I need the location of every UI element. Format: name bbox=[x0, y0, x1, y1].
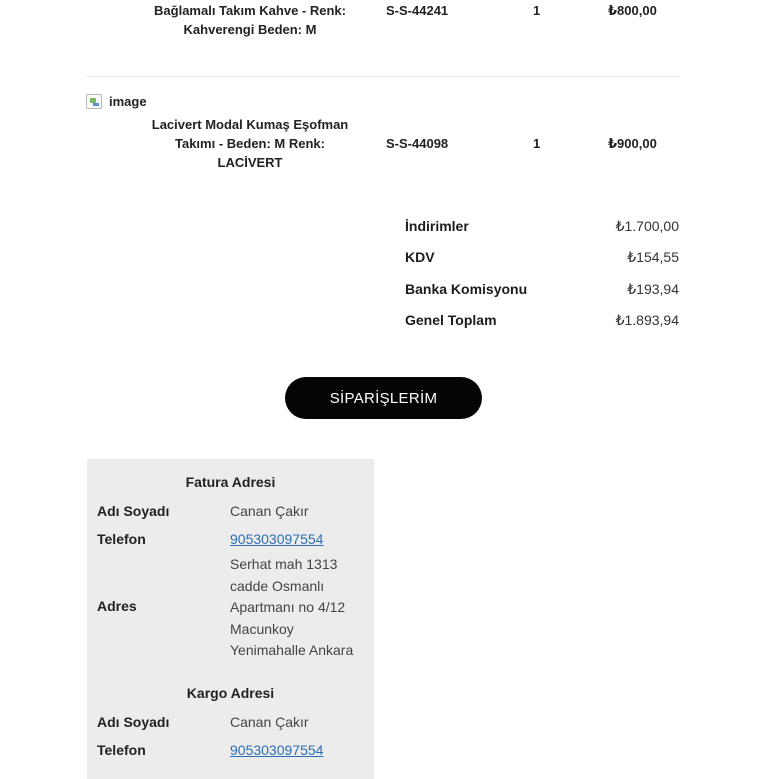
totals-label-vat: KDV bbox=[405, 249, 435, 265]
billing-phone-label: Telefon bbox=[97, 531, 146, 547]
product-quantity: 1 bbox=[533, 136, 541, 151]
address-line: Yenimahalle Ankara bbox=[230, 642, 354, 658]
shipping-phone-label: Telefon bbox=[97, 742, 146, 758]
billing-address-title: Fatura Adresi bbox=[185, 474, 276, 490]
address-line: Serhat mah 1313 bbox=[230, 556, 338, 572]
shipping-name-label: Adı Soyadı bbox=[97, 714, 170, 730]
totals-label-discounts: İndirimler bbox=[405, 218, 469, 234]
product-image bbox=[86, 94, 147, 109]
shipping-name: Canan Çakır bbox=[230, 714, 309, 730]
product-sku: S-S-44098 bbox=[386, 136, 449, 151]
billing-address-label: Adres bbox=[97, 598, 137, 614]
product-sku: S-S-44241 bbox=[386, 3, 449, 18]
totals-value-vat: ₺154,55 bbox=[627, 249, 679, 265]
my-orders-button[interactable]: SİPARİŞLERİM bbox=[285, 377, 482, 419]
totals-label-bank-commission: Banka Komisyonu bbox=[405, 281, 528, 297]
product-name-line: LACİVERT bbox=[217, 155, 283, 170]
product-name-line: Bağlamalı Takım Kahve - Renk: bbox=[154, 3, 346, 18]
totals-label-grand-total: Genel Toplam bbox=[405, 312, 497, 328]
row-divider bbox=[86, 76, 680, 77]
address-line: Macunkoy bbox=[230, 620, 294, 637]
product-price: ₺800,00 bbox=[608, 3, 657, 18]
product-name bbox=[147, 1, 353, 39]
shipping-address-title: Kargo Adresi bbox=[186, 685, 275, 701]
address-line: Apartmanı no 4/12 bbox=[230, 599, 346, 615]
totals-value-discounts: ₺1.700,00 bbox=[615, 218, 679, 234]
image-alt-text: image bbox=[109, 94, 147, 109]
product-name-line: Takımı - Beden: M Renk: bbox=[174, 136, 325, 151]
billing-phone-link[interactable]: 905303097554 bbox=[230, 531, 324, 547]
billing-name: Canan Çakır bbox=[230, 503, 309, 519]
broken-image-icon bbox=[86, 94, 102, 109]
product-name bbox=[148, 115, 352, 172]
totals-value-bank-commission: ₺193,94 bbox=[627, 281, 679, 297]
product-name-line: Kahverengi Beden: M bbox=[183, 22, 317, 37]
product-name-line: Lacivert Modal Kumaş Eşofman bbox=[151, 117, 349, 132]
billing-address bbox=[230, 554, 370, 662]
address-panel bbox=[87, 459, 374, 779]
billing-name-label: Adı Soyadı bbox=[97, 503, 170, 519]
totals-value-grand-total: ₺1.893,94 bbox=[615, 312, 679, 328]
product-price: ₺900,00 bbox=[608, 136, 657, 151]
address-line: cadde Osmanlı bbox=[230, 577, 325, 594]
product-quantity: 1 bbox=[533, 3, 541, 18]
shipping-phone-link[interactable]: 905303097554 bbox=[230, 742, 324, 758]
